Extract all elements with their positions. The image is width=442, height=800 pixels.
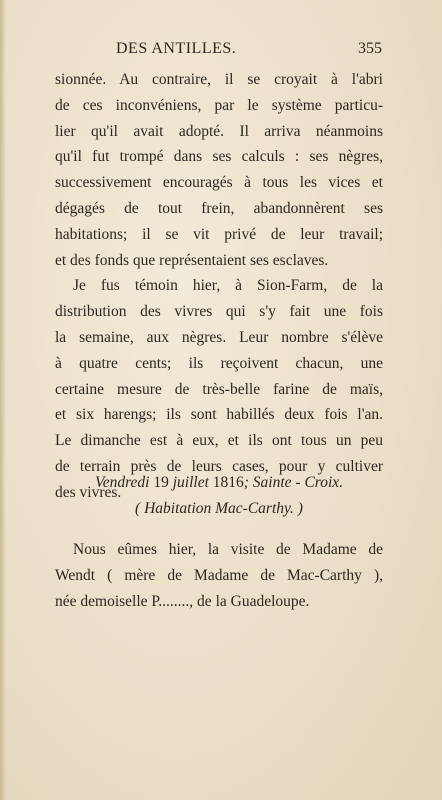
journal-entry-heading xyxy=(55,470,383,522)
text-line: Je fus témoin hier, à Sion-Farm, de la xyxy=(73,277,383,295)
text-line: et des fonds que représentaient ses esclaves. xyxy=(55,251,329,269)
text-line: Nous eûmes hier, la visite de Madame de xyxy=(73,541,383,558)
text-line: Wendt ( mère de Madame de Mac-Carthy ), xyxy=(55,567,383,584)
body-text xyxy=(55,67,383,506)
entry-year: 1816 xyxy=(212,474,244,491)
text-line: habitations; il se vit privé de leur travail; xyxy=(55,225,383,243)
text-line: lier qu'il avait adopté. Il arriva néanmoins xyxy=(55,122,383,140)
text-line: dégagés de tout frein, abandonnèrent ses xyxy=(55,199,383,217)
entry-month: juillet xyxy=(172,474,209,491)
entry-place: ; Sainte - Croix. xyxy=(243,474,344,491)
text-line: et six harengs; ils sont habillés deux fois l'an. xyxy=(55,406,383,424)
running-head xyxy=(54,40,382,62)
page-number: 355 xyxy=(358,40,382,57)
text-line: sionnée. Au contraire, il se croyait à l'abri xyxy=(55,71,383,88)
text-line: qu'il fut trompé dans ses calculs : ses nègres, xyxy=(55,148,383,166)
entry-estate: ( Habitation Mac-Carthy. ) xyxy=(135,500,303,517)
text-line: de terrain près de leurs cases, pour y cultiver xyxy=(55,457,383,475)
text-line: de ces inconvéniens, par le système particu- xyxy=(55,96,383,114)
text-line: née demoiselle P........, de la Guadeloupe. xyxy=(55,593,310,610)
text-line: Le dimanche est à eux, et ils ont tous un peu xyxy=(55,432,383,450)
entry-date-number: 19 xyxy=(153,474,169,491)
text-line: à quatre cents; ils reçoivent chacun, une xyxy=(55,354,383,372)
text-line: distribution des vivres qui s'y fait une fois xyxy=(55,303,383,321)
text-line: des vivres. xyxy=(55,483,122,501)
text-line: successivement encouragés à tous les vices et xyxy=(55,174,383,192)
page-edge xyxy=(0,0,6,800)
body-text-continued xyxy=(55,537,383,615)
text-line: la semaine, aux nègres. Leur nombre s'élève xyxy=(55,328,383,346)
running-title: DES ANTILLES. xyxy=(116,40,237,57)
entry-day: Vendredi xyxy=(94,474,150,491)
text-line: certaine mesure de très-belle farine de maïs, xyxy=(55,380,383,398)
